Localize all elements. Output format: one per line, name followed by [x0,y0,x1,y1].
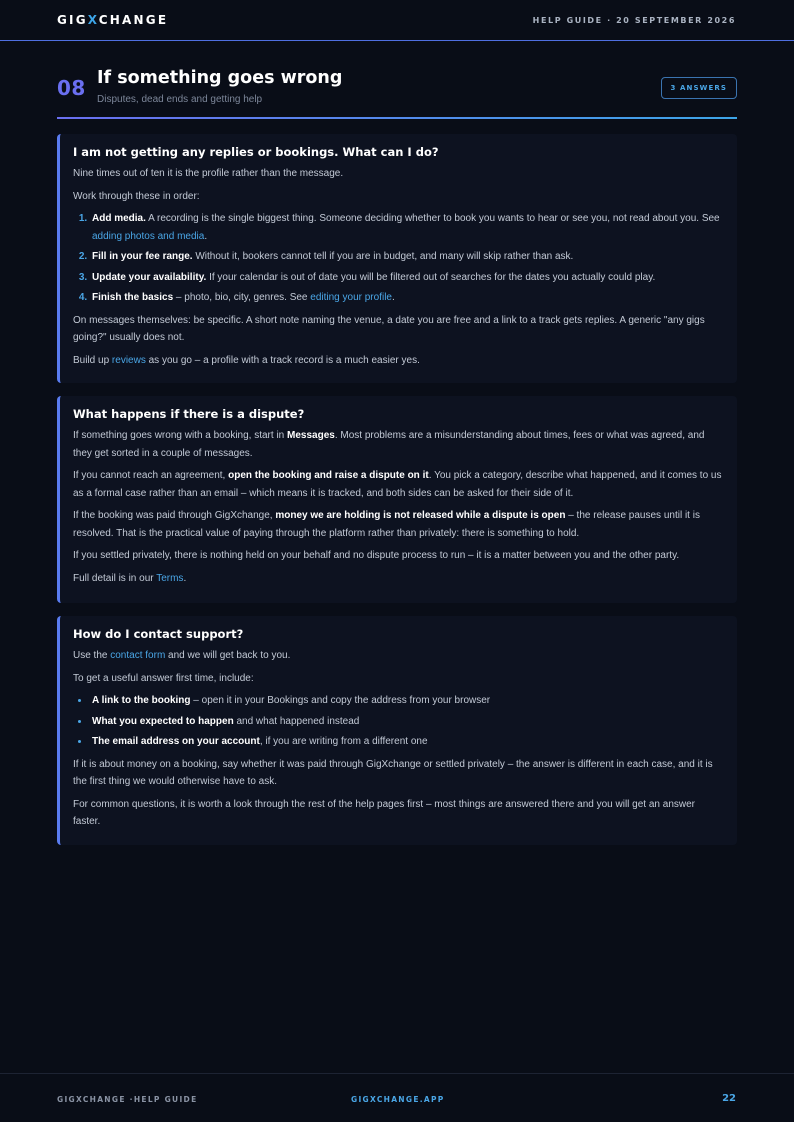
faq-card-dispute [57,396,737,603]
text-span: as you go – a profile with a track record is a much easier yes. [145,354,420,366]
text-span: If you cannot reach an agreement, [73,470,229,481]
text-span: If the booking was paid through GigXchange, [73,510,276,521]
bold-messages: Messages [287,430,335,441]
section-number: 08 [57,76,86,100]
list-item-bold: Add media. [92,213,146,224]
logo-change: CHANGE [98,13,169,27]
faq-paragraph: If you settled privately, there is nothing held on your behalf and no dispute process to run – it is a matter between you and the other party. [73,550,680,561]
list-item [90,733,723,751]
text-span: – the release pauses until it is resolved. That is the practical value of paying through the platform rather than privately: there is something to hold. [73,510,700,539]
section-header [57,66,737,119]
faq-paragraph: Nine times out of ten it is the profile rather than the message. [73,168,344,179]
page-footer [0,1073,794,1122]
faq-card-contact-support [57,616,737,845]
list-item-end: . [204,230,208,242]
text-span: . [183,572,187,584]
list-item-bold: What you expected to happen [92,715,234,727]
list-item-text: – open it in your Bookings and copy the address from your browser [190,695,491,706]
gigxchange-logo[interactable] [57,13,168,27]
faq-paragraph [73,570,723,588]
text-span: Build up [73,354,112,366]
bold-text: money we are holding is not released while a dispute is open [275,510,566,521]
bold-text: open the booking and raise a dispute on it [228,470,429,481]
list-item-text: and what happened instead [233,715,360,727]
faq-paragraph: On messages themselves: be specific. A short note naming the venue, a date you are free and a link to a track gets replies. A generic "any gigs going?" usually does not. [73,314,705,343]
list-item-bold: A link to the booking [92,695,191,706]
faq-paragraph [73,427,723,462]
list-item [90,210,723,245]
link-contact-form[interactable]: contact form [110,650,166,661]
list-item [90,692,723,710]
page-number: 22 [722,1093,736,1104]
text-span: and we will get back to you. [165,650,291,661]
faq-paragraph [73,507,723,542]
logo-gig: GIG [57,13,88,27]
list-item [90,289,723,307]
text-span: Use the [73,650,111,661]
footer-guide-label: GIGXCHANGE ·HELP GUIDE [57,1095,198,1104]
list-item [90,248,723,266]
list-item-text: A recording is the single biggest thing. Someone deciding whether to book you wants to hear or see you, not read about you. See [145,213,720,224]
list-item-bold: The email address on your account [92,736,260,747]
guide-meta: HELP GUIDE · 20 SEPTEMBER 2026 [532,16,736,25]
text-span: Full detail is in our [73,572,157,584]
include-list [90,692,723,751]
section-subtitle: Disputes, dead ends and getting help [97,94,263,105]
list-item-end: . [391,292,395,303]
faq-paragraph [73,467,723,502]
link-reviews[interactable]: reviews [111,354,146,366]
text-span: If something goes wrong with a booking, start in [73,430,288,441]
answers-count-badge: 3 ANSWERS [661,77,737,99]
list-item-text: Without it, bookers cannot tell if you are in budget, and many will skip rather than ask. [192,251,574,262]
faq-question-title: How do I contact support? [73,627,244,641]
list-item [90,713,723,731]
faq-question-title: I am not getting any replies or bookings. What can I do? [73,145,439,159]
checklist [90,210,723,307]
footer-site-link[interactable]: GIGXCHANGE.APP [351,1095,445,1104]
faq-paragraph: For common questions, it is worth a look through the rest of the help pages first – most things are answered there and you will get an answer faster. [73,798,695,827]
list-item-bold: Finish the basics [92,292,174,303]
list-item-text: – photo, bio, city, genres. See [173,292,311,303]
list-item-bold: Update your availability. [92,271,207,283]
faq-card-no-replies [57,134,737,383]
logo-x: X [87,13,99,27]
faq-paragraph: If it is about money on a booking, say whether it was paid through GigXchange or settled privately – the answer is different in each case, and it is the first thing we would otherwise have to ask. [73,758,713,787]
faq-paragraph [73,647,723,665]
list-item-text: , if you are writing from a different one [259,736,428,747]
link-adding-photos-and-media[interactable]: adding photos and media [92,230,205,242]
list-item-text: If your calendar is out of date you will be filtered out of searches for the dates you actually could play. [206,271,656,283]
link-terms[interactable]: Terms [156,572,184,584]
text-span: . You pick a category, describe what happened, and it comes to us as a formal case rather than an email – which means it is tracked, and both sides can be asked for their side of it. [73,470,722,499]
link-editing-your-profile[interactable]: editing your profile [310,292,392,303]
text-span: . Most problems are a misunderstanding about times, fees or what was agreed, and they get sorted in a couple of messages. [73,430,705,459]
list-item [90,269,723,287]
top-bar [0,0,794,41]
faq-question-title: What happens if there is a dispute? [73,407,305,421]
faq-paragraph: To get a useful answer first time, include: [73,672,254,684]
section-title: If something goes wrong [97,68,343,88]
faq-paragraph: Work through these in order: [73,190,200,202]
section-divider [57,117,737,119]
list-item-bold: Fill in your fee range. [92,251,193,262]
faq-paragraph [73,352,723,370]
